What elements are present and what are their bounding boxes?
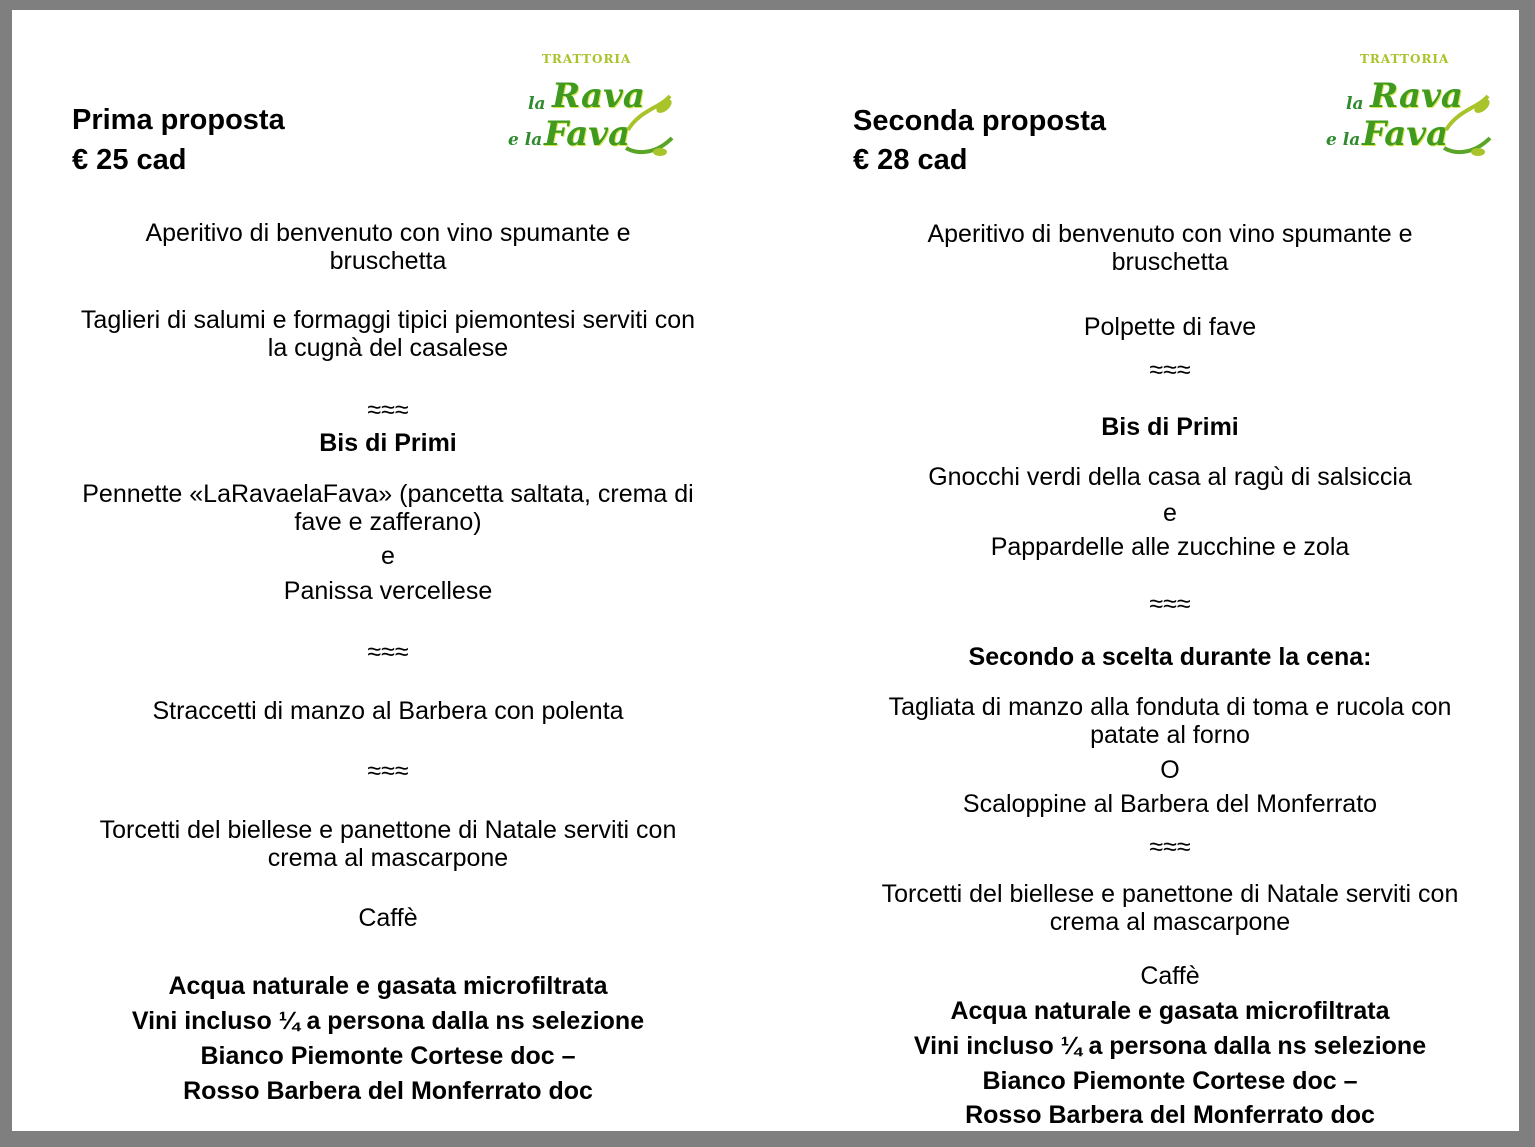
logo-rava: Rava — [1370, 76, 1463, 116]
left-taglieri: Taglieri di salumi e formaggi tipici piemontesi serviti con la cugnà del casalese — [80, 306, 696, 362]
fava-bean-icon — [1438, 90, 1498, 160]
left-separator-3: ≈≈≈ — [367, 757, 409, 785]
right-pappardelle: Pappardelle alle zucchine e zola — [990, 533, 1350, 561]
logo-fava: Fava — [1362, 114, 1449, 154]
right-caffe: Caffè — [1140, 962, 1200, 990]
menu-page — [12, 10, 1519, 1131]
right-tagliata: Tagliata di manzo alla fonduta di toma e rucola con patate al forno — [888, 693, 1452, 749]
left-title: Prima proposta — [72, 104, 285, 136]
right-bianco: Bianco Piemonte Cortese doc – — [982, 1067, 1358, 1095]
left-pennette: Pennette «LaRavaelaFava» (pancetta saltata, crema di fave e zafferano) — [82, 480, 694, 536]
logo-ela: e la — [1326, 130, 1361, 150]
right-title: Seconda proposta — [853, 105, 1106, 137]
left-rosso: Rosso Barbera del Monferrato doc — [183, 1077, 593, 1105]
right-acqua: Acqua naturale e gasata microfiltrata — [950, 997, 1390, 1025]
left-torcetti: Torcetti del biellese e panettone di Natale serviti con crema al mascarpone — [99, 816, 677, 872]
left-bianco: Bianco Piemonte Cortese doc – — [200, 1042, 576, 1070]
logo-ela: e la — [508, 130, 543, 150]
logo-la: la — [1346, 94, 1364, 114]
right-separator-2: ≈≈≈ — [1149, 590, 1191, 618]
left-caffe: Caffè — [358, 904, 418, 932]
right-price: € 28 cad — [853, 144, 968, 176]
left-acqua: Acqua naturale e gasata microfiltrata — [168, 972, 608, 1000]
logo-fava: Fava — [544, 114, 631, 154]
right-e: e — [1163, 499, 1177, 527]
left-separator-2: ≈≈≈ — [367, 638, 409, 666]
right-separator-1: ≈≈≈ — [1149, 356, 1191, 384]
right-separator-3: ≈≈≈ — [1149, 833, 1191, 861]
right-secondo: Secondo a scelta durante la cena: — [968, 643, 1372, 671]
left-vini: Vini incluso ¼ a persona dalla ns selezione — [131, 1007, 645, 1035]
right-aperitivo: Aperitivo di benvenuto con vino spumante e bruschetta — [927, 220, 1413, 276]
left-bis-di-primi: Bis di Primi — [319, 429, 457, 457]
left-straccetti: Straccetti di manzo al Barbera con polenta — [152, 697, 624, 725]
right-vini: Vini incluso ¼ a persona dalla ns selezione — [913, 1032, 1427, 1060]
right-torcetti: Torcetti del biellese e panettone di Natale serviti con crema al mascarpone — [881, 880, 1459, 936]
right-bis-di-primi: Bis di Primi — [1101, 413, 1239, 441]
logo-rava: Rava — [552, 76, 645, 116]
fava-bean-icon — [620, 90, 680, 160]
right-scaloppine: Scaloppine al Barbera del Monferrato — [962, 790, 1378, 818]
left-panissa: Panissa vercellese — [283, 577, 493, 605]
left-separator-1: ≈≈≈ — [367, 396, 409, 424]
left-e: e — [381, 542, 395, 570]
logo-trattoria: TRATTORIA — [1360, 52, 1450, 66]
logo-trattoria: TRATTORIA — [542, 52, 632, 66]
left-aperitivo: Aperitivo di benvenuto con vino spumante e bruschetta — [145, 219, 631, 275]
right-gnocchi: Gnocchi verdi della casa al ragù di salsiccia — [928, 463, 1412, 491]
right-rosso: Rosso Barbera del Monferrato doc — [965, 1101, 1375, 1129]
logo-right — [1322, 52, 1492, 162]
logo-left — [504, 52, 674, 162]
logo-la: la — [528, 94, 546, 114]
left-price: € 25 cad — [72, 144, 187, 176]
right-polpette: Polpette di fave — [1083, 313, 1257, 341]
right-o: O — [1160, 756, 1180, 784]
